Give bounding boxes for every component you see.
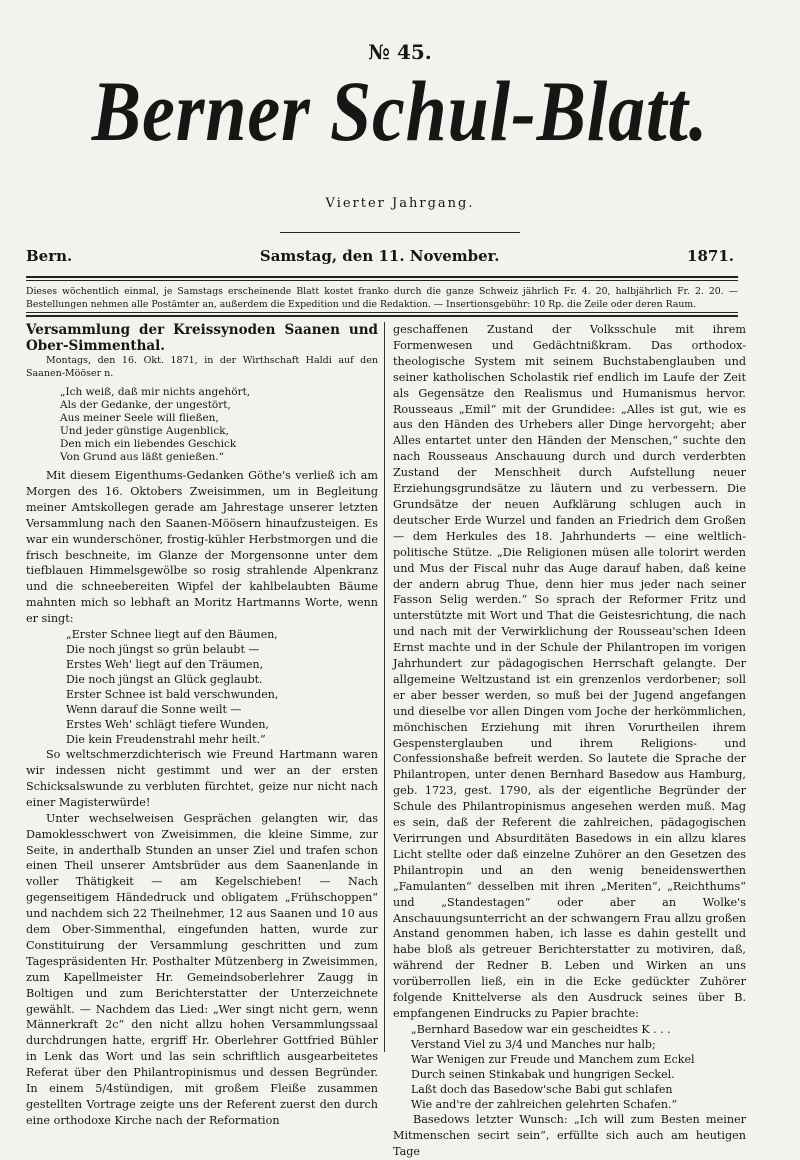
divider [26,312,738,313]
paragraph: Mit diesem Eigenthums-Gedanken Göthe's verließ ich am Morgen des 16. Oktobers Zweisimmen, um in Begleitung meiner Amtskollegen gerade am Jahrestage unserer letzten Versammlung nach den Saanen-Möösern hinaufzusteigen. Es war ein wunderschöner, frostig-kühler Herbstmorgen und die frisch beschneite, im Glanze der Morgensonne unter dem tiefblauen Himmelsgewölbe so rosig strahlende Alpenkranz und die schneebereiten Wipfel der kahlbelaubten Bäume mahnten mich so lebhaft an Moritz Hartmanns Worte, wenn er singt: [26,469,378,626]
poem-line: „Bernhard Basedow war ein gescheidtes K . . . [411,1022,671,1036]
subscription-notice: Dieses wöchentlich einmal, je Samstags erscheinende Blatt kostet franko durch die ganze Schweiz jährlich Fr. 4. 20, halbjährlich Fr. 2. 20. — Bestellungen nehmen alle Postämter an, außerdem die Expedition und die Redaktion. — Insertionsgebühr: 10 Rp. die Zeile oder deren Raum. [26,286,738,310]
divider [26,315,738,317]
poem-line: Die kein Freudenstrahl mehr heilt.“ [66,733,266,747]
poem-goethe [26,386,378,464]
poem-line: Als der Gedanke, der ungestört, [60,399,231,411]
paragraph: geschaffenen Zustand der Volksschule mit ihrem Formenwesen und Gedächtnißkram. Das orthodox-theologische System mit seinem Buchstabenglauben und seiner katholischen Scholastik rief endlich im Laufe der Zeit als Gegensätze den Realismus und Humanismus hervor. Rousseaus „Emil“ mit der Grundidee: „Alles ist gut, wie es aus den Händen des Urhebers aller Dinge hervorgeht; aber Alles entartet unter den Händen der Menschen,“ suchte den nach Rousseaus Anschauung durch und durch verderbten Zustand der Menschheit durch Aufstellung neuer Erziehungsgrundsätze zu läutern und zu verbessern. Die Grundsätze der neuen Aufklärung schlugen auch in deutscher Erde Wurzel und fanden an Friedrich dem Großen — dem Herkules des 18. Jahrhunderts — eine weltlich-politische Stütze. „Die Religionen müsen alle tolorirt werden und Mus der Fiscal nuhr das Auge darauf haben, daß keine der andern abrug Thue, denn hier mus jeder nach seiner Fasson Selig werden.“ So sprach der Reformer Fritz und unterstützte mit Wort und That die Geistesrichtung, die nach und nach mit der Verwirklichung der Rousseau'schen Ideen Ernst machte und in der Schule der Philantropen im vorigen Jahrhundert zur pädagogischen Herrschaft gelangte. Der allgemeine Weltzustand ist ein grenzenlos verdorbener; soll er aber besser werden, so muß bei der Jugend angefangen und dieselbe vor allen Dingen vom Joche der herkömmlichen, mönchischen Erziehung mit ihren Vorurtheilen ihrem Gespensterglauben und ihrem Religions- und Confessionshaße befreit werden. So lautete die Sprache der Philantropen, unter denen Bernhard Basedow aus Hamburg, geb. 1723, gest. 1790, als der eigentliche Begründer der Schule des Philantropinismus angesehen werden muß. Mag es sein, daß der Referent die zahlreichen, pädagogischen Verirrungen und Absurditäten Basedows in ein allzu klares Licht stellte oder daß einzelne Zuhörer an den Gesetzen des Philantropin und an den wenig beneidenswerthen „Famulanten“ desselben mit ihren „Meriten“, „Reichthums“ und „Standestagen“ oder aber an Wolke's Anschauungsunterricht an der schwangern Frau allzu großen Anstand genommen haben, ich lasse es dahin gestellt und habe bloß als getreuer Berichterstatter zu motiviren, daß, während der Redner B. Leben und Wirken an uns vorüberrollen ließ, ein in die Ecke gedückter Zuhörer folgende Knittelverse als den Ausdruck seines über B. empfangenen Eindrucks zu Papier brachte: [393,323,746,1020]
poem-line: Wenn darauf die Sonne weilt — [66,703,242,717]
poem-line: Und jeder günstige Augenblick, [60,425,229,437]
article-dateline: Montags, den 16. Okt. 1871, in der Wirthschaft Haldi auf den Saanen-Mööser n. [26,355,378,379]
poem-line: Erstes Weh' liegt auf den Träumen, [66,658,264,672]
poem-line: „Erster Schnee liegt auf den Bäumen, [66,628,278,642]
article-title: Versammlung der Kreissynoden Saanen und Ober-Simmenthal. [26,322,378,354]
poem-line: Laßt doch das Basedow'sche Babi gut schlafen [411,1082,673,1096]
dateline [26,247,734,265]
poem-line: Den mich ein liebendes Geschick [60,438,237,450]
poem-line: War Wenigen zur Freude und Manchem zum Eckel [411,1052,695,1066]
poem-line: Wie and're der zahlreichen gelehrten Schafen.“ [411,1097,678,1111]
issue-date: Samstag, den 11. November. [259,247,500,265]
left-column [26,322,378,1129]
right-column [393,322,746,1160]
place: Bern. [26,247,73,265]
divider [280,232,520,233]
paragraph: Unter wechselweisen Gesprächen gelangten wir, das Damoklesschwert von Zweisimmen, die kleine Simme, zur Seite, in anderthalb Stunden an unser Ziel und trafen schon einen Theil unserer Amtsbrüder aus dem Saanenlande in voller Thätigkeit — am Kegelschieben! — Nach gegenseitigem Händedruck und obligatem „Frühschoppen“ und nachdem sich 22 Theilnehmer, 12 aus Saanen und 10 aus dem Ober-Simmenthal, eingefunden hatten, wurde zur Constituirung der Versammlung geschritten und zum Tagespräsidenten Hr. Posthalter Mützenberg in Zweisimmen, zum Kapellmeister Hr. Gemeindsoberlehrer Zaugg in Boltigen und zum Berichterstatter der Unterzeichnete gewählt. — Nachdem das Lied: „Wer singt nicht gern, wenn Männerkraft 2c“ den nicht allzu hohen Versammlungssaal durchdrungen hatte, ergriff Hr. Oberlehrer Gottfried Bühler in Lenk das Wort und las sein schriftlich ausgearbeitetes Referat über den Philantropinismus und dessen Begründer. In einem 5/4stündigen, mit großem Fleiße zusammen gestellten Vortrage zeigte uns der Referent zuerst den durch eine orthodoxe Kirche nach der Reformation [26,811,378,1127]
poem-line: Aus meiner Seele will fließen, [60,412,219,424]
column-divider [384,322,385,1052]
paragraph: Basedows letzter Wunsch: „Ich will zum Besten meiner Mitmenschen secirt sein“, erfüllte sich auch am heutigen Tage [393,1112,746,1158]
poem-line: „Ich weiß, daß mir nichts angehört, [60,386,251,398]
divider [26,280,738,281]
poem-basedow [393,1022,746,1112]
volume-subtitle: Vierter Jahrgang. [325,196,475,211]
poem-line: Erster Schnee ist bald verschwunden, [66,688,279,702]
divider [26,276,738,278]
issue-number: № 45. [368,40,432,64]
poem-hartmann [26,627,378,747]
poem-line: Von Grund aus läßt genießen.“ [60,451,224,463]
poem-line: Die noch jüngst so grün belaubt — [66,643,260,657]
poem-line: Durch seinen Stinkabak und hungrigen Seckel. [411,1067,675,1081]
year: 1871. [687,247,734,265]
poem-line: Die noch jüngst an Glück geglaubt. [66,673,263,687]
paragraph: So weltschmerzdichterisch wie Freund Hartmann waren wir indessen nicht gestimmt und wer an der ersten Schicksalswunde zu verbluten fürchtet, geize nur nicht nach einer Magisterwürde! [26,748,378,809]
masthead-title: Berner Schul-Blatt. [91,63,709,159]
poem-line: Erstes Weh' schlägt tiefere Wunden, [66,718,269,732]
poem-line: Verstand Viel zu 3/4 und Manches nur halb; [411,1037,656,1051]
